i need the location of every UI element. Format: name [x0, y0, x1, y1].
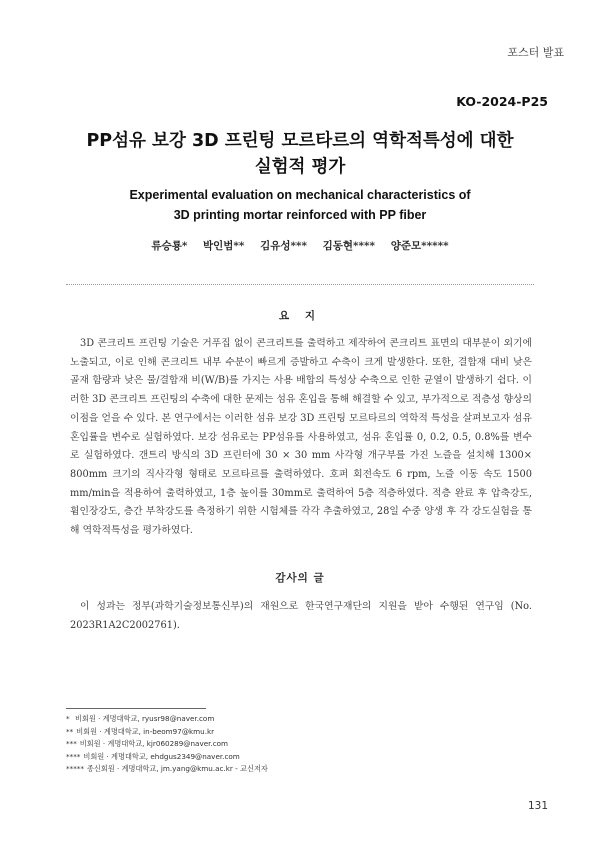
author-name: 박인범**	[202, 240, 245, 252]
footnote-marker: *****	[66, 764, 84, 773]
footnote-text: 비회원 · 계명대학교, ryusr98@naver.com	[75, 714, 215, 723]
footnote	[66, 713, 536, 726]
footnote-text: 비회원 · 계명대학교, ehdgus2349@naver.com	[83, 751, 240, 761]
footnote-marker: **	[66, 726, 74, 736]
footnote	[66, 738, 536, 751]
author-list	[0, 238, 600, 253]
author-name: 김동현****	[322, 240, 376, 252]
footnote-marker: ****	[66, 751, 81, 761]
acknowledgement-heading: 감사의 글	[275, 572, 325, 584]
title-korean	[0, 128, 600, 180]
abstract-heading: 요 지	[279, 310, 321, 322]
dotted-divider	[66, 284, 534, 285]
footnote	[66, 763, 536, 776]
footnote	[66, 751, 536, 764]
page-number: 131	[527, 800, 548, 812]
title-english	[0, 185, 600, 225]
author-name: 류승룡*	[151, 240, 188, 252]
author-name: 김유성***	[260, 240, 307, 252]
footnote-rule	[66, 708, 206, 709]
abstract-text: 3D 콘크리트 프린팅 기술은 거푸집 없이 콘크리트를 출력하고 제작하여 콘크리트 표면의 대부분이 외기에 노출되고, 이로 인해 콘크리트 내부 수분이 빠르게 증발하고 수축이 크게 발생한다. 또한, 결합재 대비 낮은 골재 함량과 낮은 물/결합재 비(W/B)를 가지는 사용 배합의 특성상 수축으로 인한 균열이 발생하기 쉽다. 이러한 3D 콘크리트 프린팅의 수축에 대한 문제는 섬유 혼입을 통해 해결할 수 있고, 부가적으로 적층성 향상의 이점을 얻을 수 있다. 본 연구에서는 이러한 섬유 보강 3D 프린팅 모르타르의 역학적 특성을 살펴보고자 섬유 혼입률을 변수로 실험하였다. 보강 섬유로는 PP섬유를 사용하였고, 섬유 혼입률 0, 0.2, 0.5, 0.8%를 변수로 실험하였다. 갠트리 방식의 3D 프린터에 30 × 30 mm 사각형 개구부를 가진 노즐을 설치해 1300× 800mm 크기의 직사각형 형태로 모르타르를 출력하였다. 호퍼 회전속도 6 rpm, 노즐 이동 속도 1500 mm/min을 적용하여 출력하였고, 1층 높이를 30mm로 출력하여 5층 적층하였다. 적층 완료 후 압축강도, 휨인장강도, 층간 부착강도를 측정하기 위한 시험체를 각각 추출하였고, 28일 수중 양생 후 각 강도실험을 통해 역학적특성을 평가하였다.	[70, 338, 532, 537]
footnote-text: 종신회원 · 계명대학교, jm.yang@kmu.ac.kr - 교신저자	[86, 764, 268, 773]
title-english-line-2: 3D printing mortar reinforced with PP fiber	[173, 208, 427, 222]
paper-code: KO-2024-P25	[456, 94, 548, 109]
footnote-text: 비회원 · 계명대학교, kjr060289@naver.com	[79, 739, 229, 748]
footnote-text: 비회원 · 계명대학교, in-beom97@kmu.kr	[76, 726, 215, 736]
acknowledgement-text: 이 성과는 정부(과학기술정보통신부)의 재원으로 한국연구재단의 지원을 받아 수행된 연구임 (No. 2023R1A2C2002761).	[70, 601, 532, 631]
title-english-line-1: Experimental evaluation on mechanical characteristics of	[129, 188, 471, 202]
author-name: 양준모*****	[390, 240, 449, 252]
footnote-marker: *	[66, 714, 70, 723]
footnote	[66, 726, 536, 739]
footnotes	[66, 713, 536, 776]
footnote-marker: ***	[66, 739, 77, 748]
title-korean-line-2: 실험적 평가	[254, 157, 346, 177]
title-korean-line-1: PP섬유 보강 3D 프린팅 모르타르의 역학적특성에 대한	[86, 131, 514, 151]
section-label: 포스터 발표	[507, 46, 564, 59]
